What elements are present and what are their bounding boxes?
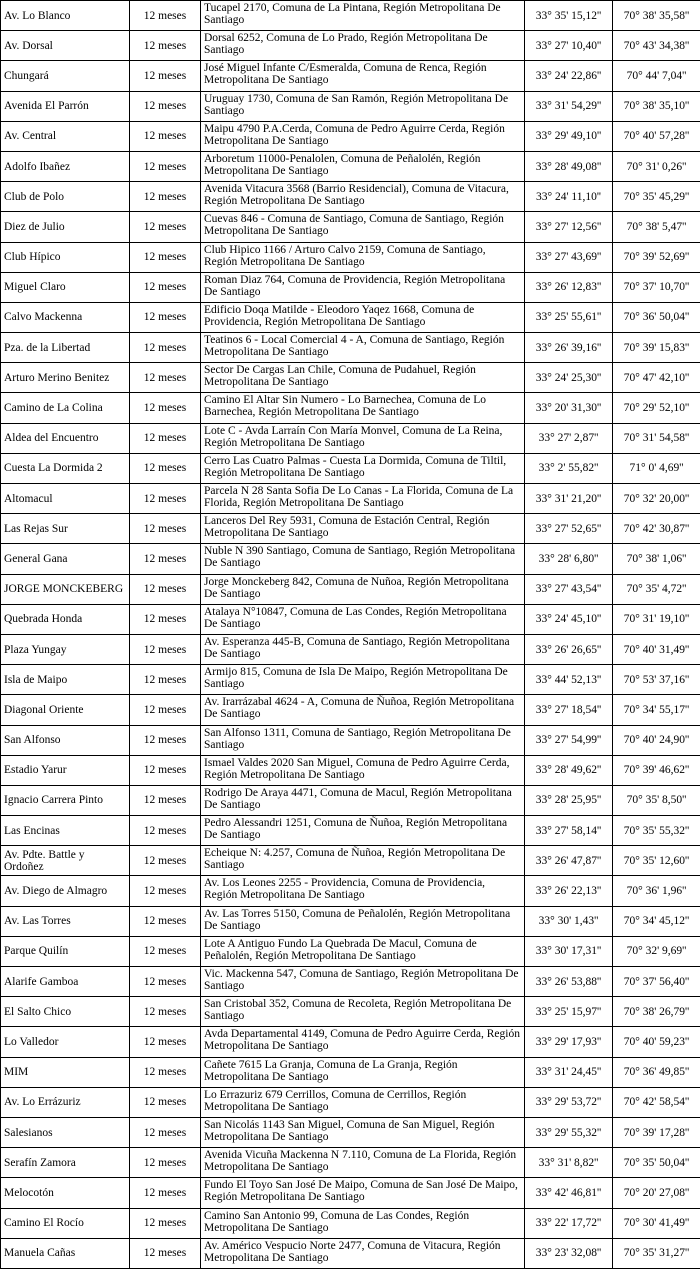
site-name-cell: General Gana	[1, 544, 130, 574]
latitude-cell: 33° 26' 22,13''	[525, 876, 613, 906]
site-name-cell: MIM	[1, 1057, 130, 1087]
site-name-cell: Salesianos	[1, 1117, 130, 1147]
duration-cell: 12 meses	[130, 604, 201, 634]
longitude-cell: 70° 35' 4,72''	[613, 574, 700, 604]
site-name-cell: Melocotón	[1, 1178, 130, 1208]
table-row	[1, 1027, 700, 1057]
longitude-cell: 70° 40' 24,90''	[613, 725, 700, 755]
longitude-cell: 70° 30' 41,49''	[613, 1208, 700, 1238]
address-cell: Teatinos 6 - Local Comercial 4 - A, Comuna de Santiago, Región Metropolitana De Santiago	[201, 333, 525, 363]
latitude-cell: 33° 29' 55,32''	[525, 1117, 613, 1147]
duration-cell: 12 meses	[130, 816, 201, 846]
duration-cell: 12 meses	[130, 936, 201, 966]
site-name-cell: El Salto Chico	[1, 997, 130, 1027]
latitude-cell: 33° 28' 49,62''	[525, 755, 613, 785]
site-name-cell: Plaza Yungay	[1, 634, 130, 664]
address-cell: Armijo 815, Comuna de Isla De Maipo, Región Metropolitana De Santiago	[201, 665, 525, 695]
latitude-cell: 33° 42' 46,81''	[525, 1178, 613, 1208]
address-cell: Edificio Doqa Matilde - Eleodoro Yaqez 1668, Comuna de Providencia, Región Metropolitana De Santiago	[201, 302, 525, 332]
site-name-cell: JORGE MONCKEBERG	[1, 574, 130, 604]
longitude-cell: 70° 40' 59,23''	[613, 1027, 700, 1057]
table-row	[1, 121, 700, 151]
site-name-cell: Av. Diego de Almagro	[1, 876, 130, 906]
longitude-cell: 70° 40' 57,28''	[613, 121, 700, 151]
longitude-cell: 70° 39' 52,69''	[613, 242, 700, 272]
address-cell: Lote A Antiguo Fundo La Quebrada De Macul, Comuna de Peñalolén, Región Metropolitana De Santiago	[201, 936, 525, 966]
latitude-cell: 33° 27' 52,65''	[525, 514, 613, 544]
site-name-cell: Las Rejas Sur	[1, 514, 130, 544]
latitude-cell: 33° 27' 10,40''	[525, 31, 613, 61]
site-name-cell: Adolfo Ibañez	[1, 151, 130, 181]
table-row	[1, 423, 700, 453]
duration-cell: 12 meses	[130, 1178, 201, 1208]
address-cell: Lo Errazuriz 679 Cerrillos, Comuna de Cerrillos, Región Metropolitana De Santiago	[201, 1087, 525, 1117]
duration-cell: 12 meses	[130, 151, 201, 181]
latitude-cell: 33° 27' 12,56''	[525, 212, 613, 242]
latitude-cell: 33° 25' 55,61''	[525, 302, 613, 332]
site-name-cell: Parque Quilín	[1, 936, 130, 966]
site-name-cell: Las Encinas	[1, 816, 130, 846]
latitude-cell: 33° 31' 54,29''	[525, 91, 613, 121]
table-row	[1, 272, 700, 302]
duration-cell: 12 meses	[130, 484, 201, 514]
table-row	[1, 1208, 700, 1238]
address-cell: Pedro Alessandri 1251, Comuna de Ñuñoa, Región Metropolitana De Santiago	[201, 816, 525, 846]
duration-cell: 12 meses	[130, 1117, 201, 1147]
table-row	[1, 514, 700, 544]
site-name-cell: Av. Lo Errázuriz	[1, 1087, 130, 1117]
table-row	[1, 1, 700, 31]
site-name-cell: Cuesta La Dormida 2	[1, 453, 130, 483]
site-name-cell: Estadio Yarur	[1, 755, 130, 785]
address-cell: Ismael Valdes 2020 San Miguel, Comuna de Pedro Aguirre Cerda, Región Metropolitana De Santiago	[201, 755, 525, 785]
site-name-cell: Camino de La Colina	[1, 393, 130, 423]
table-row	[1, 1117, 700, 1147]
duration-cell: 12 meses	[130, 846, 201, 876]
table-row	[1, 695, 700, 725]
site-name-cell: Av. Dorsal	[1, 31, 130, 61]
duration-cell: 12 meses	[130, 876, 201, 906]
latitude-cell: 33° 29' 17,93''	[525, 1027, 613, 1057]
latitude-cell: 33° 24' 11,10''	[525, 182, 613, 212]
latitude-cell: 33° 29' 49,10''	[525, 121, 613, 151]
longitude-cell: 70° 31' 54,58''	[613, 423, 700, 453]
site-name-cell: Calvo Mackenna	[1, 302, 130, 332]
longitude-cell: 70° 38' 26,79''	[613, 997, 700, 1027]
address-cell: Cerro Las Cuatro Palmas - Cuesta La Dormida, Comuna de Tiltil, Región Metropolitana De Santiago	[201, 453, 525, 483]
duration-cell: 12 meses	[130, 393, 201, 423]
latitude-cell: 33° 28' 25,95''	[525, 785, 613, 815]
longitude-cell: 70° 35' 31,27''	[613, 1238, 700, 1268]
longitude-cell: 70° 38' 1,06''	[613, 544, 700, 574]
address-cell: Av. Los Leones 2255 - Providencia, Comuna de Providencia, Región Metropolitana De Santiago	[201, 876, 525, 906]
duration-cell: 12 meses	[130, 967, 201, 997]
table-row	[1, 393, 700, 423]
table-row	[1, 816, 700, 846]
longitude-cell: 70° 35' 50,04''	[613, 1148, 700, 1178]
duration-cell: 12 meses	[130, 31, 201, 61]
longitude-cell: 70° 42' 58,54''	[613, 1087, 700, 1117]
table-row	[1, 846, 700, 876]
table-row	[1, 182, 700, 212]
site-name-cell: Camino El Rocío	[1, 1208, 130, 1238]
latitude-cell: 33° 29' 53,72''	[525, 1087, 613, 1117]
site-name-cell: Isla de Maipo	[1, 665, 130, 695]
longitude-cell: 70° 39' 46,62''	[613, 755, 700, 785]
longitude-cell: 70° 20' 27,08''	[613, 1178, 700, 1208]
address-cell: Uruguay 1730, Comuna de San Ramón, Región Metropolitana De Santiago	[201, 91, 525, 121]
address-cell: Av. Esperanza 445-B, Comuna de Santiago, Región Metropolitana De Santiago	[201, 634, 525, 664]
duration-cell: 12 meses	[130, 634, 201, 664]
site-name-cell: Av. Central	[1, 121, 130, 151]
table-row	[1, 1057, 700, 1087]
duration-cell: 12 meses	[130, 363, 201, 393]
site-name-cell: Ignacio Carrera Pinto	[1, 785, 130, 815]
site-name-cell: Aldea del Encuentro	[1, 423, 130, 453]
latitude-cell: 33° 27' 54,99''	[525, 725, 613, 755]
latitude-cell: 33° 27' 43,69''	[525, 242, 613, 272]
site-name-cell: Av. Pdte. Battle y Ordoñez	[1, 846, 130, 876]
latitude-cell: 33° 26' 53,88''	[525, 967, 613, 997]
site-name-cell: Miguel Claro	[1, 272, 130, 302]
address-cell: San Cristobal 352, Comuna de Recoleta, Región Metropolitana De Santiago	[201, 997, 525, 1027]
longitude-cell: 70° 36' 49,85''	[613, 1057, 700, 1087]
duration-cell: 12 meses	[130, 1057, 201, 1087]
site-name-cell: Lo Valledor	[1, 1027, 130, 1057]
longitude-cell: 70° 32' 9,69''	[613, 936, 700, 966]
longitude-cell: 70° 53' 37,16''	[613, 665, 700, 695]
site-name-cell: Avenida El Parrón	[1, 91, 130, 121]
site-name-cell: Alarife Gamboa	[1, 967, 130, 997]
duration-cell: 12 meses	[130, 242, 201, 272]
duration-cell: 12 meses	[130, 91, 201, 121]
site-name-cell: Club Hípico	[1, 242, 130, 272]
address-cell: Echeique N: 4.257, Comuna de Ñuñoa, Región Metropolitana De Santiago	[201, 846, 525, 876]
address-cell: Maipu 4790 P.A.Cerda, Comuna de Pedro Aguirre Cerda, Región Metropolitana De Santiago	[201, 121, 525, 151]
latitude-cell: 33° 23' 32,08''	[525, 1238, 613, 1268]
address-cell: Lote C - Avda Larraín Con María Monvel, Comuna de La Reina, Región Metropolitana De Santiago	[201, 423, 525, 453]
address-cell: Tucapel 2170, Comuna de La Pintana, Región Metropolitana De Santiago	[201, 1, 525, 31]
longitude-cell: 70° 47' 42,10''	[613, 363, 700, 393]
duration-cell: 12 meses	[130, 302, 201, 332]
latitude-cell: 33° 2' 55,82''	[525, 453, 613, 483]
address-cell: Club Hipico 1166 / Arturo Calvo 2159, Comuna de Santiago, Región Metropolitana De Santiago	[201, 242, 525, 272]
longitude-cell: 70° 35' 45,29''	[613, 182, 700, 212]
table-row	[1, 151, 700, 181]
table-row	[1, 785, 700, 815]
table-row	[1, 91, 700, 121]
table-row	[1, 604, 700, 634]
latitude-cell: 33° 28' 49,08''	[525, 151, 613, 181]
duration-cell: 12 meses	[130, 212, 201, 242]
address-cell: Cañete 7615 La Granja, Comuna de La Granja, Región Metropolitana De Santiago	[201, 1057, 525, 1087]
duration-cell: 12 meses	[130, 1208, 201, 1238]
longitude-cell: 70° 38' 35,10''	[613, 91, 700, 121]
address-cell: Roman Diaz 764, Comuna de Providencia, Región Metropolitana De Santiago	[201, 272, 525, 302]
table-row	[1, 574, 700, 604]
longitude-cell: 70° 44' 7,04''	[613, 61, 700, 91]
latitude-cell: 33° 26' 12,83''	[525, 272, 613, 302]
address-cell: Lanceros Del Rey 5931, Comuna de Estación Central, Región Metropolitana De Santiago	[201, 514, 525, 544]
table-row	[1, 31, 700, 61]
duration-cell: 12 meses	[130, 1148, 201, 1178]
longitude-cell: 70° 35' 8,50''	[613, 785, 700, 815]
address-cell: Avda Departamental 4149, Comuna de Pedro Aguirre Cerda, Región Metropolitana De Santiago	[201, 1027, 525, 1057]
table-row	[1, 1148, 700, 1178]
site-name-cell: Manuela Cañas	[1, 1238, 130, 1268]
address-cell: Sector De Cargas Lan Chile, Comuna de Pudahuel, Región Metropolitana De Santiago	[201, 363, 525, 393]
longitude-cell: 70° 36' 1,96''	[613, 876, 700, 906]
latitude-cell: 33° 24' 22,86''	[525, 61, 613, 91]
latitude-cell: 33° 31' 8,82''	[525, 1148, 613, 1178]
duration-cell: 12 meses	[130, 574, 201, 604]
table-row	[1, 1087, 700, 1117]
site-name-cell: Club de Polo	[1, 182, 130, 212]
latitude-cell: 33° 27' 2,87''	[525, 423, 613, 453]
longitude-cell: 70° 34' 55,17''	[613, 695, 700, 725]
address-cell: Jorge Monckeberg 842, Comuna de Nuñoa, Región Metropolitana De Santiago	[201, 574, 525, 604]
site-name-cell: Quebrada Honda	[1, 604, 130, 634]
latitude-cell: 33° 28' 6,80''	[525, 544, 613, 574]
sites-table-body	[1, 1, 700, 1269]
address-cell: San Alfonso 1311, Comuna de Santiago, Región Metropolitana De Santiago	[201, 725, 525, 755]
longitude-cell: 70° 34' 45,12''	[613, 906, 700, 936]
duration-cell: 12 meses	[130, 695, 201, 725]
table-row	[1, 755, 700, 785]
duration-cell: 12 meses	[130, 121, 201, 151]
duration-cell: 12 meses	[130, 906, 201, 936]
address-cell: Rodrigo De Araya 4471, Comuna de Macul, Región Metropolitana De Santiago	[201, 785, 525, 815]
longitude-cell: 70° 40' 31,49''	[613, 634, 700, 664]
duration-cell: 12 meses	[130, 544, 201, 574]
table-row	[1, 1238, 700, 1268]
latitude-cell: 33° 26' 26,65''	[525, 634, 613, 664]
longitude-cell: 71° 0' 4,69''	[613, 453, 700, 483]
latitude-cell: 33° 27' 18,54''	[525, 695, 613, 725]
longitude-cell: 70° 36' 50,04''	[613, 302, 700, 332]
duration-cell: 12 meses	[130, 182, 201, 212]
table-row	[1, 242, 700, 272]
table-row	[1, 544, 700, 574]
duration-cell: 12 meses	[130, 272, 201, 302]
latitude-cell: 33° 27' 58,14''	[525, 816, 613, 846]
address-cell: Atalaya N°10847, Comuna de Las Condes, Región Metropolitana De Santiago	[201, 604, 525, 634]
table-row	[1, 936, 700, 966]
address-cell: Avenida Vicuña Mackenna N 7.110, Comuna de La Florida, Región Metropolitana De Santiago	[201, 1148, 525, 1178]
address-cell: Cuevas 846 - Comuna de Santiago, Comuna de Santiago, Región Metropolitana De Santiago	[201, 212, 525, 242]
site-name-cell: San Alfonso	[1, 725, 130, 755]
duration-cell: 12 meses	[130, 755, 201, 785]
latitude-cell: 33° 26' 47,87''	[525, 846, 613, 876]
duration-cell: 12 meses	[130, 423, 201, 453]
duration-cell: 12 meses	[130, 785, 201, 815]
latitude-cell: 33° 30' 17,31''	[525, 936, 613, 966]
duration-cell: 12 meses	[130, 453, 201, 483]
longitude-cell: 70° 43' 34,38''	[613, 31, 700, 61]
longitude-cell: 70° 31' 19,10''	[613, 604, 700, 634]
latitude-cell: 33° 35' 15,12''	[525, 1, 613, 31]
longitude-cell: 70° 42' 30,87''	[613, 514, 700, 544]
latitude-cell: 33° 31' 21,20''	[525, 484, 613, 514]
table-row	[1, 665, 700, 695]
duration-cell: 12 meses	[130, 1027, 201, 1057]
address-cell: Avenida Vitacura 3568 (Barrio Residencial), Comuna de Vitacura, Región Metropolitana De Santiago	[201, 182, 525, 212]
longitude-cell: 70° 35' 55,32''	[613, 816, 700, 846]
address-cell: Parcela N 28 Santa Sofia De Lo Canas - La Florida, Comuna de La Florida, Región Metropolitana De Santiago	[201, 484, 525, 514]
site-name-cell: Av. Las Torres	[1, 906, 130, 936]
table-row	[1, 212, 700, 242]
address-cell: Camino San Antonio 99, Comuna de Las Condes, Región Metropolitana De Santiago	[201, 1208, 525, 1238]
address-cell: Dorsal 6252, Comuna de Lo Prado, Región Metropolitana De Santiago	[201, 31, 525, 61]
table-row	[1, 453, 700, 483]
table-row	[1, 484, 700, 514]
address-cell: San Nicolás 1143 San Miguel, Comuna de San Miguel, Región Metropolitana De Santiago	[201, 1117, 525, 1147]
address-cell: Vic. Mackenna 547, Comuna de Santiago, Región Metropolitana De Santiago	[201, 967, 525, 997]
duration-cell: 12 meses	[130, 61, 201, 91]
duration-cell: 12 meses	[130, 725, 201, 755]
longitude-cell: 70° 38' 35,58''	[613, 1, 700, 31]
longitude-cell: 70° 37' 10,70''	[613, 272, 700, 302]
longitude-cell: 70° 32' 20,00''	[613, 484, 700, 514]
latitude-cell: 33° 27' 43,54''	[525, 574, 613, 604]
address-cell: Camino El Altar Sin Numero - Lo Barnechea, Comuna de Lo Barnechea, Región Metropolitana De Santiago	[201, 393, 525, 423]
latitude-cell: 33° 26' 39,16''	[525, 333, 613, 363]
duration-cell: 12 meses	[130, 665, 201, 695]
longitude-cell: 70° 37' 56,40''	[613, 967, 700, 997]
address-cell: Av. Las Torres 5150, Comuna de Peñalolén, Región Metropolitana De Santiago	[201, 906, 525, 936]
table-row	[1, 876, 700, 906]
longitude-cell: 70° 39' 15,83''	[613, 333, 700, 363]
address-cell: José Miguel Infante C/Esmeralda, Comuna de Renca, Región Metropolitana De Santiago	[201, 61, 525, 91]
address-cell: Nuble N 390 Santiago, Comuna de Santiago, Región Metropolitana De Santiago	[201, 544, 525, 574]
site-name-cell: Altomacul	[1, 484, 130, 514]
address-cell: Av. Américo Vespucio Norte 2477, Comuna de Vitacura, Región Metropolitana De Santiago	[201, 1238, 525, 1268]
latitude-cell: 33° 25' 15,97''	[525, 997, 613, 1027]
site-name-cell: Pza. de la Libertad	[1, 333, 130, 363]
address-cell: Av. Irarrázabal 4624 - A, Comuna de Ñuñoa, Región Metropolitana De Santiago	[201, 695, 525, 725]
longitude-cell: 70° 39' 17,28''	[613, 1117, 700, 1147]
table-row	[1, 725, 700, 755]
address-cell: Fundo El Toyo San José De Maipo, Comuna de San José De Maipo, Región Metropolitana De Santiago	[201, 1178, 525, 1208]
latitude-cell: 33° 24' 25,30''	[525, 363, 613, 393]
table-row	[1, 967, 700, 997]
table-row	[1, 906, 700, 936]
site-name-cell: Chungará	[1, 61, 130, 91]
duration-cell: 12 meses	[130, 1238, 201, 1268]
duration-cell: 12 meses	[130, 514, 201, 544]
longitude-cell: 70° 38' 5,47''	[613, 212, 700, 242]
longitude-cell: 70° 29' 52,10''	[613, 393, 700, 423]
table-row	[1, 634, 700, 664]
site-name-cell: Diez de Julio	[1, 212, 130, 242]
latitude-cell: 33° 44' 52,13''	[525, 665, 613, 695]
table-row	[1, 1178, 700, 1208]
site-name-cell: Diagonal Oriente	[1, 695, 130, 725]
longitude-cell: 70° 31' 0,26''	[613, 151, 700, 181]
latitude-cell: 33° 30' 1,43''	[525, 906, 613, 936]
duration-cell: 12 meses	[130, 997, 201, 1027]
table-row	[1, 363, 700, 393]
latitude-cell: 33° 31' 24,45''	[525, 1057, 613, 1087]
duration-cell: 12 meses	[130, 1, 201, 31]
site-name-cell: Arturo Merino Benitez	[1, 363, 130, 393]
table-row	[1, 61, 700, 91]
latitude-cell: 33° 20' 31,30''	[525, 393, 613, 423]
latitude-cell: 33° 24' 45,10''	[525, 604, 613, 634]
duration-cell: 12 meses	[130, 1087, 201, 1117]
latitude-cell: 33° 22' 17,72''	[525, 1208, 613, 1238]
table-row	[1, 997, 700, 1027]
site-name-cell: Av. Lo Blanco	[1, 1, 130, 31]
duration-cell: 12 meses	[130, 333, 201, 363]
longitude-cell: 70° 35' 12,60''	[613, 846, 700, 876]
site-name-cell: Serafín Zamora	[1, 1148, 130, 1178]
table-row	[1, 333, 700, 363]
table-row	[1, 302, 700, 332]
address-cell: Arboretum 11000-Penalolen, Comuna de Peñalolén, Región Metropolitana De Santiago	[201, 151, 525, 181]
